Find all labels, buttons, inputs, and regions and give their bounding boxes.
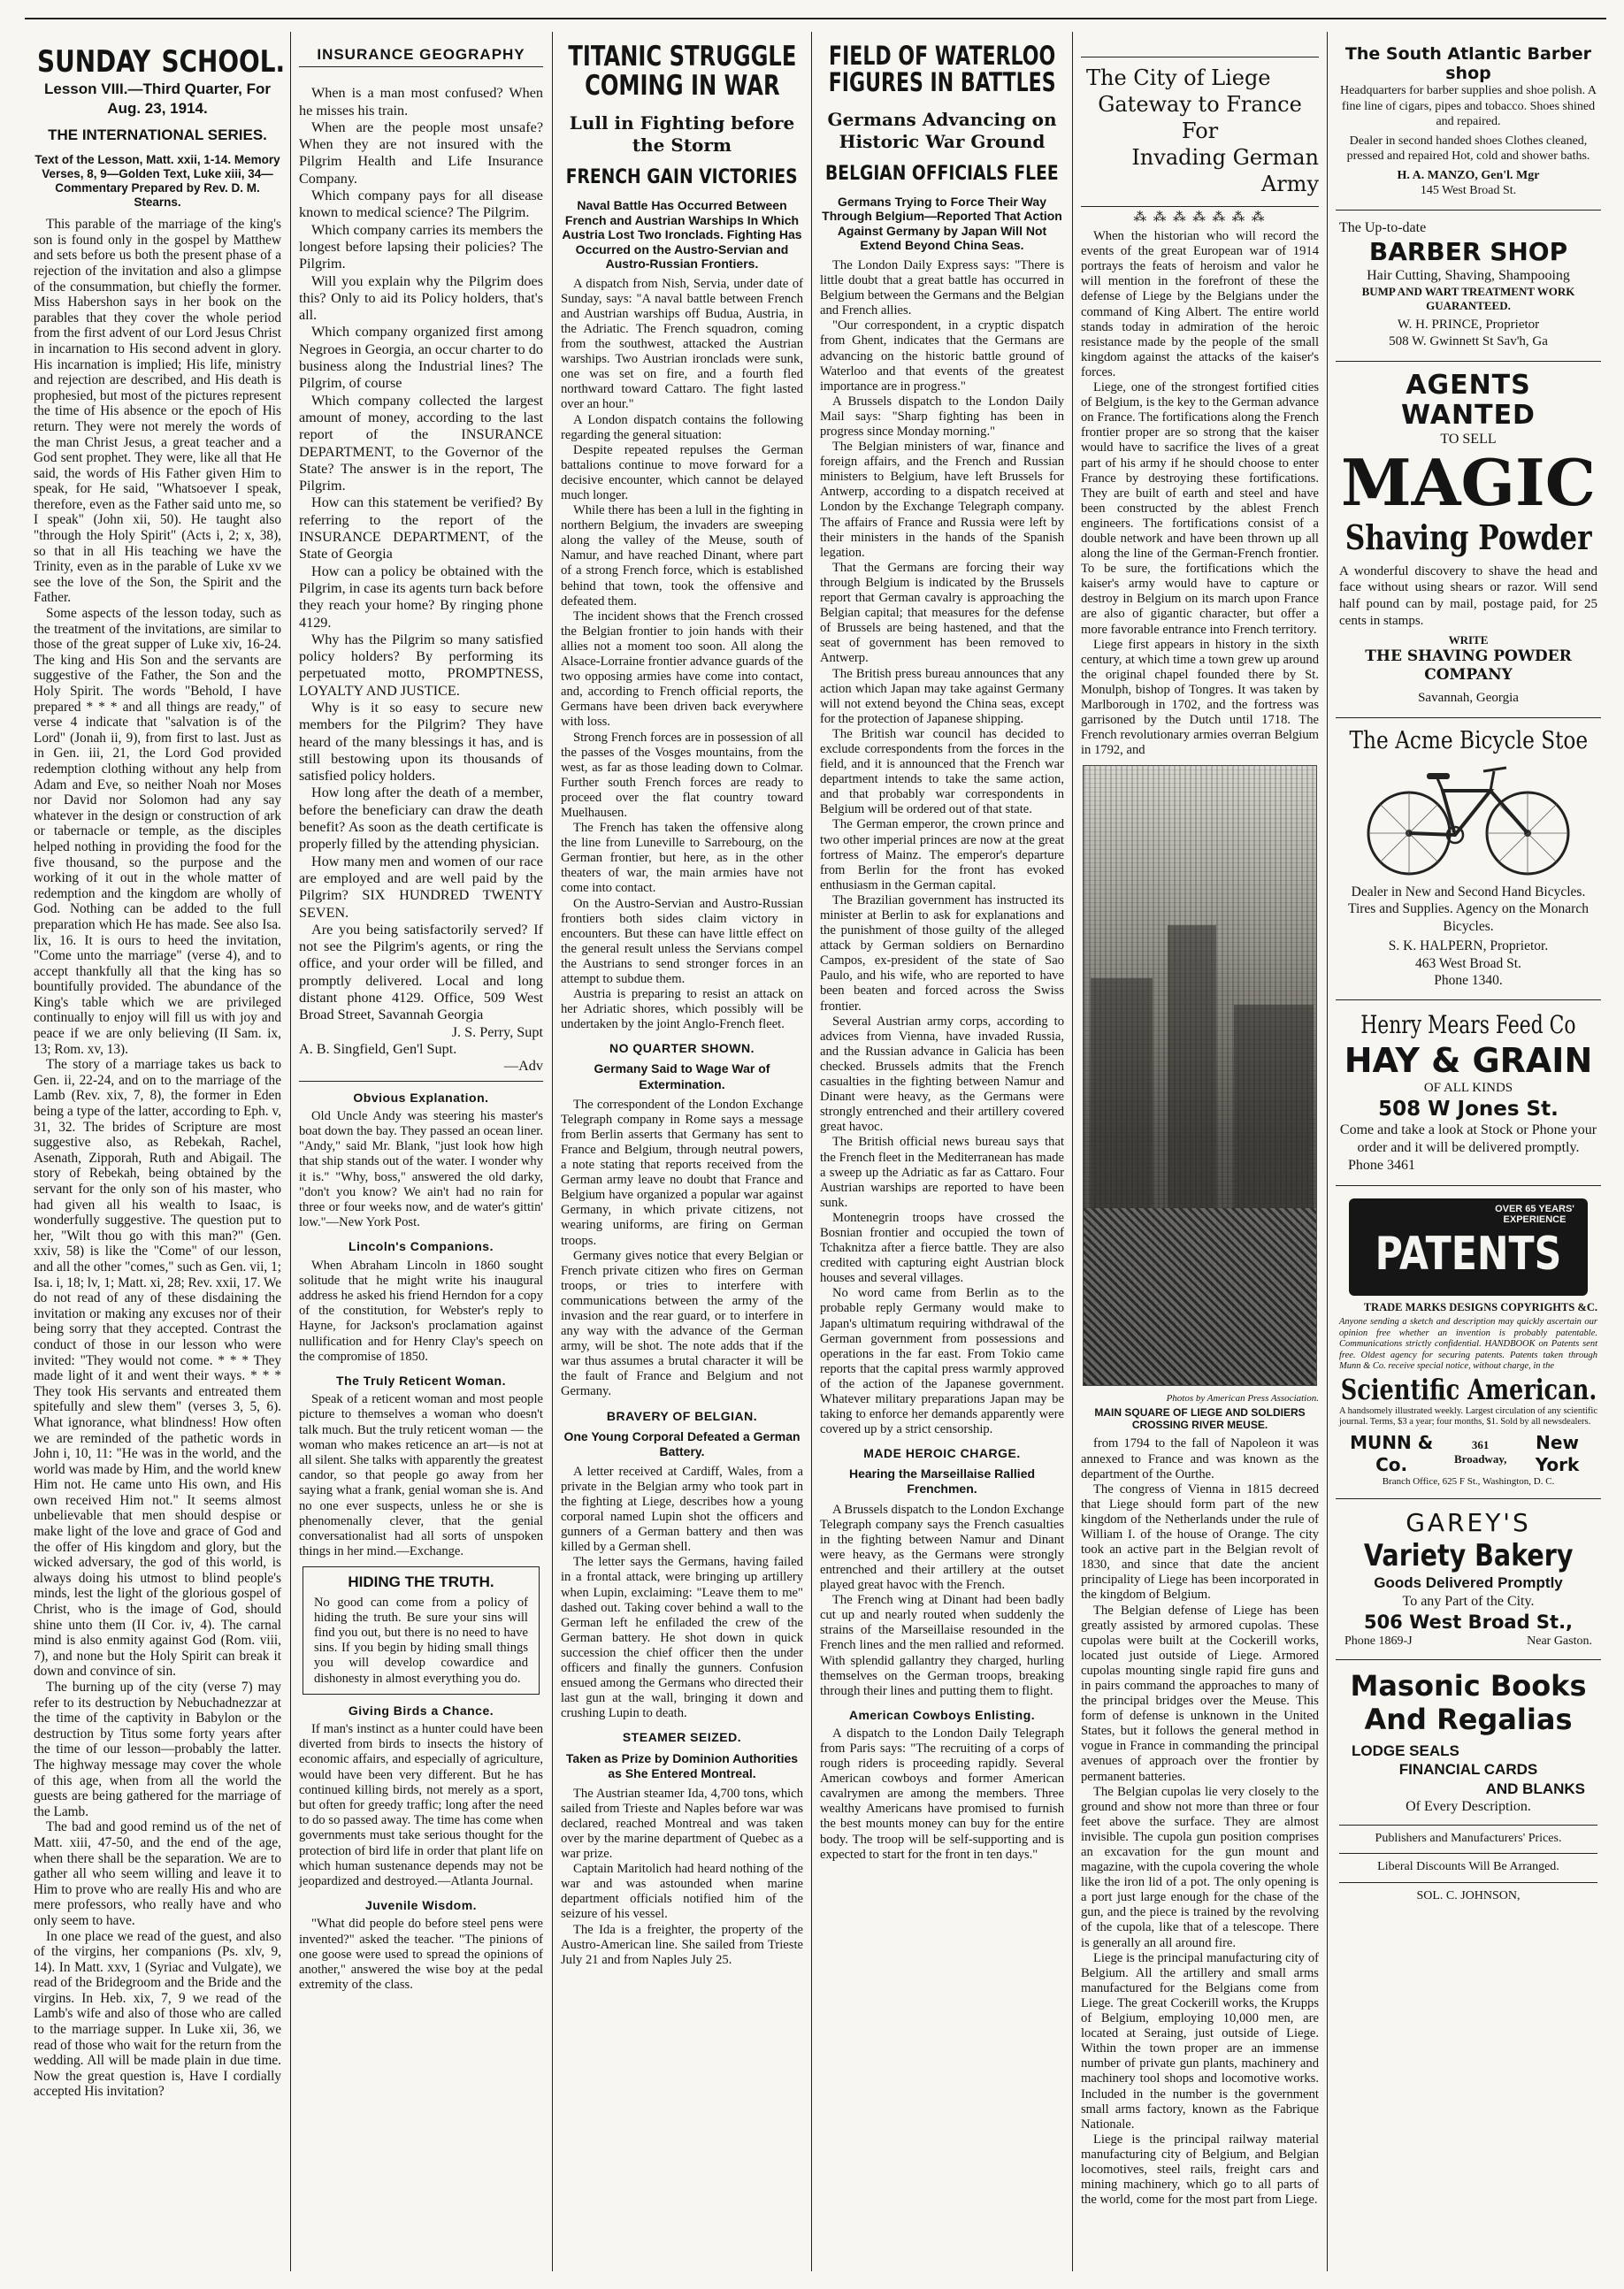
- paragraph: While there has been a lull in the fighting in northern Belgium, the invaders are sweeping along the valley of the Meuse, south of Namur, and have reached Dinant, where part of a strong French force, which is established behind that town, took the offensive and defeated them.: [561, 503, 803, 609]
- ad-barber-shop: [1336, 211, 1601, 362]
- qa-item: Which company collected the largest amount of money, according to the last report of the INSURANCE DEPARTMENT, to the Governor of the State? The answer is in the report, The Pilgrim.: [299, 392, 543, 494]
- paragraph: A dispatch to the London Daily Telegraph from Paris says: "The recruiting of a corps of rough riders is proceeding rapidly. Several American cowboys and former American cavalrymen are among the members. Three wealthy Americans have promised to furnish the best mounts money can buy for the entire body. The troop will be self-supporting and is expected to start for the front in ten days.": [820, 1726, 1064, 1862]
- ad-text: Publishers and Manufacturers' Prices.: [1339, 1825, 1597, 1847]
- ad-acme-bicycle: [1336, 718, 1601, 1000]
- ad-text: Anyone sending a sketch and description may quickly ascertain our opinion free whether an invention is probably patentable. Communications strictly confidential. HANDBOOK on Patents sent free. Oldest agency for securing patents. Patents taken through Munn & Co. receive special notice, without charge, in the: [1339, 1317, 1597, 1371]
- qa-item: Why has the Pilgrim so many satisfied policy holders? By performing its perpetuated motto, PROMPTNESS, LOYALTY AND JUSTICE.: [299, 631, 543, 699]
- ad-henry-mears-feed: [1336, 1000, 1601, 1186]
- subheadline: FRENCH GAIN VICTORIES: [566, 166, 798, 189]
- qa-item: When is a man most confused? When he misses his train.: [299, 85, 543, 119]
- paragraph: Despite repeated repulses the German battalions continue to move forward for a decisive encounter, which cannot be delayed much longer.: [561, 442, 803, 502]
- ad-text: AND BLANKS: [1485, 1780, 1585, 1797]
- ad-big-title: PATENTS: [1375, 1228, 1562, 1281]
- ad-title: The Acme Bicycle Stoe: [1349, 727, 1588, 754]
- subheadline: Lull in Fighting before the Storm: [569, 112, 795, 157]
- paragraph: A dispatch from Nish, Servia, under date of Sunday, says: "A naval battle between French and Austrian warships off Budua, Austria, in the Adriatic. The French squadron, coming from the southwest, attacked the Austrian warships. Two Austrian ironclads were sunk, one was set on fire, and a fourth fled northward toward Cattaro. The fight lasted over an hour.": [561, 276, 803, 412]
- ad-text: BUMP AND WART TREATMENT WORK GUARANTEED.: [1361, 284, 1575, 312]
- paragraph: "What did people do before steel pens were invented?" asked the teacher. "The pinions of one goose were used to spread the opinions of another," answered the wise boy at the pedal extremity of the class.: [299, 1917, 543, 1993]
- headline: COMING IN WAR: [584, 69, 780, 102]
- paragraph: "Our correspondent, in a cryptic dispatch from Ghent, indicates that the Germans are advancing on the historic battle ground of Waterloo and that events of the greatest importance are in progress.": [820, 318, 1064, 394]
- liege-headline-block: [1081, 57, 1319, 207]
- ad-text: OVER 65 YEARS' EXPERIENCE: [1495, 1204, 1574, 1225]
- headline: FIGURES IN BATTLES: [828, 67, 1056, 98]
- column-sunday-school: [27, 35, 288, 2264]
- article-heading: Obvious Explanation.: [353, 1090, 489, 1105]
- insurance-headline: INSURANCE GEOGRAPHY: [299, 46, 543, 67]
- ad-big-title: MAGIC: [1340, 444, 1597, 520]
- dek: Germany Said to Wage War of Extermination.: [594, 1061, 770, 1091]
- paragraph: Montenegrin troops have crossed the Bosnian frontier and occupied the town of Tchaknitza after a fierce battle. They are also credited with capturing eight Austrian block houses and several villages.: [820, 1210, 1064, 1286]
- ad-address: 508 W. Gwinnett St Sav'h, Ga: [1389, 333, 1548, 348]
- bicycle-icon: [1358, 755, 1579, 879]
- column-city-of-liege: [1074, 35, 1326, 2264]
- paragraph: The British war council has decided to exclude correspondents from the forces in the field, and it is announced that the French war department intends to take the same action, and that probably war correspondents in Belgium will be ordered out of that state.: [820, 726, 1064, 817]
- paragraph: The French wing at Dinant had been badly cut up and nearly routed when suddenly the strains of the Marseillaise resounded in the French lines and the men rallied and reformed. With splendid gallantry they charged, hurling themselves on the German troops, breaking through their lines and putting them to flight.: [820, 1593, 1064, 1698]
- headline: FIELD OF WATERLOO: [828, 41, 1056, 71]
- ad-address: 508 W Jones St.: [1378, 1098, 1559, 1121]
- ad-masonic-books: [1336, 1660, 1601, 1914]
- paragraph: The Brazilian government has instructed its minister at Berlin to ask for explanations and the punishment of those guilty of the alleged attack by German soldiers on Bernardino Campos, ex-president of the state of Sao Paulo, and his wife, who are reported to have been beaten and forced across the Swiss frontier.: [820, 892, 1064, 1014]
- paragraph: The bad and good remind us of the net of Matt. xiii, 47-50, and the end of the age, when there shall be the separation. We are to gather all who seem willing and leave it to Him to prove who are really His and who are mere professors, who really have and who only seem to have.: [34, 1819, 281, 1928]
- ad-magic-shaving-powder: [1336, 362, 1601, 719]
- paragraph: The British official news bureau says that the French fleet in the Mediterranean has made a sweep up the Adriatic as far as Cattaro. Four Austrian warships are reported to have been sunk.: [820, 1135, 1064, 1210]
- ad-text: TO SELL: [1440, 431, 1497, 447]
- column-titanic-struggle: [554, 35, 810, 2264]
- ad-text: Dealer in New and Second Hand Bicycles. Tires and Supplies. Agency on the Monarch Bicycles.: [1348, 884, 1589, 934]
- ad-title: The South Atlantic Barber shop: [1344, 44, 1592, 83]
- paragraph: The French has taken the offensive along the line from Luneville to Sarrebourg, on the German frontier, but here, as in the other theaters of war, the main armies have not come into contact.: [561, 821, 803, 896]
- column-field-of-waterloo: [813, 35, 1071, 2264]
- paragraph: On the Austro-Servian and Austro-Russian frontiers both sides claim victory in encounters. But these can have little effect on the general result unless the Servians compel the Austrians to send stronger forces in an attempt to subdue them.: [561, 896, 803, 986]
- dek: Hearing the Marseillaise Rallied Frenchmen.: [848, 1466, 1036, 1497]
- paragraph: Germany gives notice that every Belgian or French private citizen who fires on German troops, or tries to interfere with communications between the army of the invasion and the rear guard, or to interfere in any way with the advance of the German army, will be shot. The note adds that if the war thus assumes a brutal character it will be the fault of France and Belgium and not Germany.: [561, 1248, 803, 1399]
- liege-photo: [1083, 765, 1317, 1386]
- ad-address: Branch Office, 625 F St., Washington, D. C.: [1382, 1475, 1555, 1487]
- ad-phone: Phone 1869-J: [1344, 1634, 1413, 1648]
- qa-item: Are you being satisfactorily served? If not see the Pilgrim's agents, or ring the office, and your order will be filled, and promptly delivered. Local and long distant phone 4129. Office, 509 West Broad Street, Savannah Georgia: [299, 921, 543, 1023]
- paragraph: This parable of the marriage of the king's son is found only in the gospel by Matthew and sets before us both the present phase of a rejection of the invitation and also a glimpse of the consummation, but chiefly the former. Miss Habershon says in her book on the parables that they cover the whole period from the first advent of our Lord Jesus Christ in incarnation to His second advent in glory. His incarnation is implied; His life, ministry and rejection are described, and His death is prophesied, but most of the pictures represent the time of His absence or the epoch of His return. They were not merely the words of the man Christ Jesus, a great teacher and a God sent prophet. They were, like all that He said, the words of His Father given Him to speak, for He said, "Whatsoever I speak, therefore, even as the Father said unto me, so I speak" (John xii, 50). He taught also "through the Holy Spirit" (Acts i, 2; x, 38), so that in all His teaching we have the Trinity, even as in the parable of Luke xv we see the love of the Son, the Spirit and the Father.: [34, 217, 281, 606]
- bakery-footer: [1339, 1634, 1597, 1650]
- paragraph: Liege first appears in history in the sixth century, at which time a town grew up around the original chapel founded there by St. Monulph, bishop of Tongres. It was taken by Marlborough in 1702, and the fortress was garrisoned by the Dutch until 1718. The French revolutionary armies overran Belgium in 1792, and: [1081, 637, 1319, 758]
- paragraph: The German emperor, the crown prince and two other imperial princes are now at the great fortress of Mainz. The emperor's departure from Berlin for the front has evoked enthusiasm in the German capital.: [820, 817, 1064, 892]
- paragraph: That the Germans are forcing their way through Belgium is indicated by the Brussels report that German cavalry is approaching the Belgian capital; that measures for the defense of Brussels are being hastened, and that the seat of government has been removed to Antwerp.: [820, 560, 1064, 666]
- patents-banner: [1349, 1198, 1588, 1296]
- ad-big-title: And Regalias: [1364, 1703, 1573, 1736]
- headline: Gateway to France For: [1098, 92, 1302, 143]
- paragraph: The Belgian ministers of war, finance and foreign affairs, and the French and Russian ministers to Belgium, have left Brussels for Antwerp, according to a dispatch received at London by the Exchange Telegraph company. The affairs of France and Russia were left by their ministers in the hands of the Spanish legation.: [820, 440, 1064, 560]
- paragraph: A letter received at Cardiff, Wales, from a private in the Belgian army who took part in the fighting at Liege, describes how a young corporal named Lupin shot the officers and gunners of a German battery and then was killed by a German shell.: [561, 1464, 803, 1555]
- dek: Naval Battle Has Occurred Between French and Austrian Warships In Which Austria Lost Two Ironclads. Fighting Has Occurred on the Austro-Servian and Austro-Russian Frontiers.: [562, 198, 802, 272]
- signature: J. S. Perry, Supt: [451, 1023, 543, 1040]
- paragraph: The correspondent of the London Exchange Telegraph company in Rome says a message from Berlin asserts that Germany has sent to France and Belgium, through neutral powers, a note stating that reports received from the German army leave no doubt that France and Belgium have organized a popular war against Germany, in which private citizens, not wearing uniforms, are firing on German troops.: [561, 1097, 803, 1248]
- lesson-line: Lesson VIII.—Third Quarter, For Aug. 23, 1914.: [44, 80, 271, 117]
- box-title: HIDING THE TRUTH.: [348, 1573, 494, 1591]
- ad-text: Headquarters for barber supplies and shoe polish. A fine line of cigars, pipes and tobacco. Shoes shined and repaired.: [1339, 84, 1597, 128]
- photo-building: [1234, 1005, 1314, 1208]
- paragraph: In one place we read of the guest, and also of the virgins, her companions (Ps. xlv, 9, 14). In Matt. xxv, 1 (Syriac and Vulgate), we read of the Bridegroom and the Bride and the virgins. In Heb. xix, 7, 9 we read of the Lamb's wife and also of those who are called to the marriage supper. In Luke xii, 36, we read of those who wait for the return from the wedding. All will be made plain in due time. Now the great question is, Have I cordially accepted His invitation?: [34, 1928, 281, 2100]
- box-text: No good can come from a policy of hiding the truth. Be sure your sins will find you out, but there is no need to have sins. If you begin by hiding small things you will develop cowardice and dishonesty in almost everything you do.: [314, 1595, 528, 1686]
- headline: TITANIC STRUGGLE: [567, 41, 797, 73]
- ad-address: 506 West Broad St.,: [1363, 1611, 1574, 1633]
- paragraph: The Belgian defense of Liege has been greatly assisted by armored cupolas. These cupolas were built at the Cockerill works, located just outside of Liege. Armored cupolas mounting single rapid fire guns and in pairs command the approaches to many of the principal bridges over the Meuse. This form of defense is unknown in the United States, but it follows the general method in vogue in France in commanding the principal avenues of approach over the frontier by permanent batteries.: [1081, 1603, 1319, 1784]
- qa-item: Will you explain why the Pilgrim does this? Only to aid its Policy holders, that's all.: [299, 272, 543, 324]
- ad-address: 361 Broadway,: [1454, 1437, 1507, 1466]
- series-line: THE INTERNATIONAL SERIES.: [48, 126, 267, 143]
- ad-proprietor: SOL. C. JOHNSON,: [1339, 1882, 1597, 1904]
- paragraph: When the historian who will record the events of the great European war of 1914 portrays the feats of heroism and valor he will mention in the forefront of these the defense of Liege by the Belgians under the command of King Albert. The entire world stands today in admiration of the heroic resistance made by the people of the small kingdom against the attacks of the kaiser's forces.: [1081, 229, 1319, 379]
- paragraph: Strong French forces are in possession of all the passes of the Vosges mountains, from the west, as far as those leading down to Colmar. Further south French forces are ready to proceed over the flat country toward Muelhausen.: [561, 730, 803, 820]
- headline: Invading German Army: [1131, 145, 1319, 196]
- ad-big-title: Variety Bakery: [1363, 1538, 1574, 1574]
- ad-text: Of Every Description.: [1406, 1798, 1531, 1814]
- qa-item: Which company carries its members the longest before lapsing their policies? The Pilgrim.: [299, 221, 543, 272]
- article-heading: BRAVERY OF BELGIAN.: [606, 1408, 758, 1423]
- ad-big-title: Masonic Books: [1350, 1669, 1587, 1703]
- ad-south-atlantic-barber: [1336, 35, 1601, 211]
- ad-big-title: Shaving Powder: [1344, 517, 1592, 557]
- adv-mark: —Adv: [299, 1058, 543, 1081]
- ad-text: LODGE SEALS: [1352, 1742, 1459, 1759]
- article-heading: The Truly Reticent Woman.: [336, 1373, 506, 1388]
- qa-item: When are the people most unsafe? When they are not insured with the Pilgrim Health and Life Insurance Company.: [299, 119, 543, 187]
- paragraph: No word came from Berlin as to the probable reply Germany would make to Japan's ultimatum requiring withdrawal of the German government from possessions and operations in the far east. From Tokio came reports that the capital press warmly approved of the action of the Japanese government. Whatever military preparations Japan may be taking to enforce her demands apparently were covered up by a strict censorship.: [820, 1286, 1064, 1437]
- ad-text: OF ALL KINDS: [1423, 1081, 1513, 1096]
- article-heading: American Cowboys Enlisting.: [848, 1707, 1036, 1722]
- paragraph: If man's instinct as a hunter could have been diverted from birds to insects the history of economic affairs, and especially of agriculture, would have been very different. But he has continued killing birds, not merely as a sport, but often for greedy traffic; long after the need to do so passed away. The time has come when governments must take serious thought for the protection of bird life in order that plant life on which human sustenance depends may not be jeopardized and destroyed.—Atlanta Journal.: [299, 1722, 543, 1889]
- paragraph: A Brussels dispatch to the London Daily Mail says: "Sharp fighting has been in progress since Monday morning.": [820, 394, 1064, 439]
- paragraph: Some aspects of the lesson today, such as the treatment of the invitations, are similar to those of the great supper of Luke xiv, 16-24. The king and His Son and the servants are suggestive of the Father, the Son and the Holy Spirit. The words "Behold, I have prepared * * * and all things are ready," of verse 4 indicate that "salvation is of the Lord" (Jonah ii, 9), from first to last. Just as in Gen. iii, 21, the Lord God provided redemption clothing without any help from Adam and Eve, so neither Noah nor Moses nor David nor Solomon had any say whatever in the design or construction of ark or tabernacle or temple, as the disciples helped nothing in providing the food for the five thousand, so the purpose and the working of it out in the whole matter of redemption and the kingdom are wholly of God. Nothing can be added to the full preparation which He has made. See also Isa. lix, 16. It is ours to heed the invitation, "Come unto the marriage" (verse 4), and to accept thankfully all that the king has so bountifully provided. The abundance of the King's table which we are privileged continually to enjoy will fill us with joy and peace if we are only believing (II Sam. ix, 13; Rom. xv, 13).: [34, 606, 281, 1057]
- paragraph: Liege is the principal railway material manufacturing city of Belgium, and Belgian locomotives, steel rails, freight cars and mining machinery, which go to all parts of the world, come for the most part from Liege.: [1081, 2132, 1319, 2208]
- ad-phone: Phone 1340.: [1434, 972, 1503, 988]
- ad-big-title: Scientific American.: [1340, 1372, 1597, 1406]
- paragraph: from 1794 to the fall of Napoleon it was annexed to France and was known as the department of the Ourthe.: [1081, 1436, 1319, 1481]
- subheadline: BELGIAN OFFICIALS FLEE: [825, 162, 1059, 185]
- photo-credit: Photos by American Press Association.: [1166, 1393, 1319, 1405]
- hiding-truth-box: [303, 1566, 540, 1694]
- dek: Germans Trying to Force Their Way Through Belgium—Reported That Action Against Germany by Japan Will Not Extend Beyond China Seas.: [822, 194, 1062, 253]
- ad-title: AGENTS WANTED: [1401, 369, 1536, 431]
- paragraph: Liege is the principal manufacturing city of Belgium. All the artillery and small arms manufactured for the Belgians come from Liege. The great Cockerill works, the Krupps of Belgium, employing 10,000 men, are located at Seraing, just outside of Liege. Within the town proper are an immense number of private gun plants, machinery and machinery tool shops and locomotive works. Included in the number is the government small arms factory, known as the Fabrique Nationale.: [1081, 1950, 1319, 2132]
- ad-address: Savannah, Georgia: [1418, 691, 1519, 706]
- ornament-divider: ⁂ ⁂ ⁂ ⁂ ⁂ ⁂ ⁂: [1133, 211, 1267, 225]
- qa-item: Which company organized first among Negroes in Georgia, an occur charter to do business along the Industrial lines? The Pilgrim, of course: [299, 324, 543, 392]
- paragraph: The Ida is a freighter, the property of the Austro-American line. She sailed from Trieste July 21 and from Naples July 25.: [561, 1922, 803, 1967]
- top-rule: [25, 18, 1606, 19]
- article-heading: Lincoln's Companions.: [349, 1239, 494, 1254]
- paragraph: Old Uncle Andy was steering his master's boat down the bay. They passed an ocean liner. "Andy," said Mr. Blank, "just look how high that ship stands out of the water. I wonder why it is." "Why, boss," answered the old darky, "don't you know? We ain't had no rain for three or four weeks now, and de water's gittin' low."—New York Post.: [299, 1108, 543, 1230]
- paragraph: When Abraham Lincoln in 1860 sought solitude that he might write his inaugural address he asked his friend Herndon for a copy of the constitution, for Webster's reply to Hayne, for Jackson's proclamation against nullification and for Henry Clay's speech on the compromise of 1850.: [299, 1258, 543, 1364]
- ad-text: TRADE MARKS DESIGNS COPYRIGHTS &C.: [1363, 1301, 1597, 1313]
- column-rule: [290, 32, 291, 2271]
- qa-item: Which company pays for all disease known to medical science? The Pilgrim.: [299, 188, 543, 221]
- ad-title: Henry Mears Feed Co: [1360, 1010, 1576, 1040]
- ad-text: The Up-to-date: [1339, 219, 1427, 235]
- paragraph: The congress of Vienna in 1815 decreed that Liege should form part of the new kingdom of the Netherlands under the rule of William I. of the house of Orange. The city took an active part in the Belgian revolt of 1830, and since that date the ancient principality of Liege has been incorporated in the kingdom of Belgium.: [1081, 1481, 1319, 1603]
- ad-proprietor: W. H. PRINCE, Proprietor: [1397, 318, 1540, 332]
- ad-phone: Phone 3461: [1348, 1158, 1415, 1173]
- munn-line: [1339, 1432, 1597, 1476]
- ad-address: 145 West Broad St.: [1420, 184, 1517, 197]
- ad-title: BARBER SHOP: [1368, 236, 1568, 266]
- ad-text: Dealer in second handed shoes Clothes cleaned, pressed and repaired Hot, cold and shower baths.: [1346, 134, 1590, 163]
- signature: A. B. Singfield, Gen'l Supt.: [299, 1040, 457, 1057]
- paragraph: The Belgian cupolas lie very closely to the ground and show not more than three or four feet above the surface. They are almost invisible. The cupola gun position comprises an excavation for the gun mount and magazine, with the cupola covering the whole like the iron lid of a pot. The only opening is a port just large enough for the chase of the gun, and the piece is trained by the revolving of the cupola, like that of a telescope. There is generally an all around fire.: [1081, 1784, 1319, 1950]
- sunday-school-headline: SUNDAY SCHOOL.: [37, 44, 286, 80]
- column-insurance: [292, 35, 550, 2264]
- ad-title: GAREY'S: [1406, 1508, 1531, 1538]
- column-rule: [1327, 32, 1328, 2271]
- photo-building: [1168, 925, 1216, 1208]
- article-heading: Giving Birds a Chance.: [348, 1703, 494, 1718]
- ad-address: 463 West Broad St.: [1415, 955, 1521, 971]
- paragraph: The London Daily Express says: "There is little doubt that a great battle has occurred in Belgium between the Germans and the Belgian and French allies.: [820, 257, 1064, 318]
- paragraph: The letter says the Germans, having failed in a frontal attack, were bringing up artillery when Lupin, exclaiming: "Leave them to me" dashed out. Taking cover behind a wall to the German left he enfiladed the crew of the German battery. He shot down in quick succession the chief officer then the under officers and finally the gunners. Confusion ensued among the Germans who directed their last gun at the wall, bringing it down and crushing Lupin to death.: [561, 1555, 803, 1721]
- article-heading: NO QUARTER SHOWN.: [609, 1041, 755, 1056]
- ad-text: WRITE: [1448, 632, 1489, 647]
- ad-text: Goods Delivered Promptly: [1374, 1574, 1563, 1592]
- ad-patents: [1336, 1186, 1601, 1499]
- article-heading: MADE HEROIC CHARGE.: [863, 1446, 1021, 1461]
- article-heading: Juvenile Wisdom.: [364, 1898, 478, 1913]
- ad-company: THE SHAVING POWDER COMPANY: [1365, 647, 1572, 684]
- ad-company: MUNN & Co.: [1350, 1431, 1434, 1475]
- column-advertisements: [1329, 35, 1608, 2264]
- column-rule: [1072, 32, 1073, 2271]
- paragraph: Speak of a reticent woman and most people picture to themselves a woman who doesn't talk much. But the truly reticent woman — the woman who makes reticence an art—is not at all silent. She talks with apparently the greatest candor, so that people go away from her saying what a frank, genial woman she is. And no one ever suspects, unless he or she is phenomenally clever, that the genial conversationalist had all sorts of unspoken things in her mind.—Exchange.: [299, 1392, 543, 1559]
- ad-big-title: HAY & GRAIN: [1344, 1041, 1593, 1081]
- paragraph: Captain Maritolich had heard nothing of the war and was astounded when marine department officials notified him of the seizure of his vessel.: [561, 1862, 803, 1922]
- paragraph: The incident shows that the French crossed the Belgian frontier to join hands with their allies not a moment too soon. All along the Alsace-Lorraine frontier advance guards of the two opposing armies have come into contact, and, according to French official reports, the Germans have been driven back everywhere with loss.: [561, 609, 803, 730]
- ad-text: Liberal Discounts Will Be Arranged.: [1339, 1853, 1597, 1875]
- photo-crowd: [1084, 1208, 1316, 1385]
- ad-gareys-bakery: [1336, 1499, 1601, 1660]
- photo-building: [1091, 978, 1153, 1208]
- paragraph: A Brussels dispatch to the London Exchange Telegraph company says the French casualties in the fighting between Namur and Dinant were heavy, as the Germans were strongly entrenched and their artillery at the outset played great havoc with the French.: [820, 1502, 1064, 1593]
- ad-proprietor: H. A. MANZO, Gen'l. Mgr: [1397, 168, 1540, 182]
- ad-text: Near Gaston.: [1527, 1634, 1592, 1648]
- qa-item: How can this statement be verified? By referring to the report of the INSURANCE DEPARTMENT, of the State of Georgia: [299, 494, 543, 563]
- subheadline: Germans Advancing on Historic War Ground: [827, 108, 1057, 152]
- paragraph: The burning up of the city (verse 7) may refer to its destruction by Nebuchadnezzar at the time of the captivity in Babylon or the destruction by Titus some forty years after the time of our lesson—probably the latter. The highway message may cover the whole of this age, when from all the world the guests are being gathered for the marriage of the Lamb.: [34, 1680, 281, 1819]
- article-heading: STEAMER SEIZED.: [622, 1730, 742, 1745]
- qa-item: How many men and women of our race are employed and are well paid by the Pilgrim? SIX HUNDRED TWENTY SEVEN.: [299, 853, 543, 921]
- paragraph: The story of a marriage takes us back to Gen. ii, 22-24, and on to the marriage of the Lamb (Rev. xix, 7, 8), the former in Eden being a type of the latter, according to Eph. v, 31, 32. The brides of Scripture are most suggestive also, as Rebekah, Rachel, Asenath, Zipporah, Ruth and Abigail. The story of Rebekah, being obtained by the servant for the only son of his master, who had given all his wealth to Isaac, is wonderfully suggestive. The question put to her, "Wilt thou go with this man?" (Gen. xxiv, 58) is like the "Come" of our lesson, and all the other "comes," such as Gen. vii, 1; Isa. i, 18; lv, 1; Matt. xi, 28; Rev. xxii, 17. We do not read of any of these disdaining the invitation or making any excuses nor of their being sorry that they accepted. Contrast the conduct of those in our lesson who were invited: "They would not come. * * * They made light of it and went their ways. * * * They took His servants and entreated them spitefully and slew them" (verses 3, 5, 6). What ignorance, what blindness! How often we are reminded of the pathetic words in John i, 10, 11: "He was in the world, and the world was made by Him, and the world knew Him not. He came unto His own, and His own received Him not." It seems almost unbelievable that men should despise or make light of the love and grace of God and the offer of His kingdom and glory, but the wicked adversary, the god of this world, is always doing his utmost to blind people's minds, lest the light of the glorious gospel of Christ, who is the image of God, should shine unto them (II Cor. iv, 4). The carnal mind is also enmity against God (Rom. viii, 7), and none but the Holy Spirit can break it down and convince of sin.: [34, 1057, 281, 1680]
- text-of-lesson: Text of the Lesson, Matt. xxii, 1-14. Memory Verses, 8, 9—Golden Text, Luke xiii, 34—Commentary Prepared by Rev. D. M. Stearns.: [34, 153, 280, 210]
- qa-item: How can a policy be obtained with the Pilgrim, in case its agents turn back before they reach your home? By ringing phone 4129.: [299, 563, 544, 631]
- ad-text: Hair Cutting, Shaving, Shampooing: [1367, 267, 1570, 283]
- ad-text: A handsomely illustrated weekly. Largest circulation of any scientific journal. Terms, $3 a year; four months, $1. Sold by all newsdealers.: [1339, 1405, 1597, 1427]
- ad-text: Come and take a look at Stock or Phone your order and it will be delivered promptly.: [1339, 1122, 1597, 1155]
- ad-text: A wonderful discovery to shave the head and face without using shears or razor. Will send half pound can by mail, postage paid, for 25 cents in stamps.: [1339, 563, 1597, 628]
- column-rule: [552, 32, 553, 2271]
- ad-proprietor: S. K. HALPERN, Proprietor.: [1388, 938, 1549, 954]
- paragraph: The British press bureau announces that any action which Japan may take against Germany will not extend beyond the China seas, except for the protection of Japanese shipping.: [820, 666, 1064, 726]
- ad-text: FINANCIAL CARDS: [1398, 1761, 1538, 1779]
- paragraph: Austria is preparing to resist an attack on her Adriatic shores, which possibly will be undertaken by the joint Anglo-French fleet.: [561, 987, 803, 1032]
- ad-address: New York: [1535, 1431, 1580, 1475]
- ad-text: To any Part of the City.: [1402, 1593, 1535, 1609]
- column-rule: [811, 32, 812, 2271]
- dek: One Young Corporal Defeated a German Battery.: [563, 1428, 801, 1458]
- paragraph: Liege, one of the strongest fortified cities of Belgium, is the key to the German advance on France. The fortifications along the French frontier proper are so strong that the kaiser would have to sacrifice the lives of a great part of his army if he should choose to enter France by destroying these fortifications. They are built of earth and steel and have been constructed by the ablest French engineers. The fortifications consist of a double network and have been thrown up all along the line of the German-French frontier. To be sure, the fortifications which the kaiser's army would have to capture or destroy in Belgium on its march upon France are also of gigantic character, but offer a more favorable entrance into French territory.: [1081, 380, 1319, 637]
- dek: Taken as Prize by Dominion Authorities as She Entered Montreal.: [565, 1750, 799, 1780]
- paragraph: The Austrian steamer Ida, 4,700 tons, which sailed from Trieste and Naples before war was declared, reached Montreal and was taken over by the marine department of Quebec as a war prize.: [561, 1786, 803, 1862]
- photo-caption: MAIN SQUARE OF LIEGE AND SOLDIERS CROSSING RIVER MEUSE.: [1094, 1406, 1306, 1432]
- paragraph: A London dispatch contains the following regarding the general situation:: [561, 412, 803, 442]
- headline: The City of Liege: [1086, 65, 1271, 90]
- qa-item: How long after the death of a member, before the beneficiary can draw the death benefit? As soon as the death certificate is properly filled by the attending physician.: [299, 785, 543, 853]
- paragraph: Several Austrian army corps, according to advices from Vienna, have invaded Russia, and the Russian advance in Galicia has been checked. Brussels admits that the French casualties in the fighting between Namur and Dinant were heavy, as the Germans were strongly entrenched and their artillery covered great havoc.: [820, 1014, 1064, 1135]
- qa-item: Why is it so easy to secure new members for the Pilgrim? They have heard of the many blessings it has, and is still bestowing upon its thousands of satisfied policy holders.: [299, 699, 543, 785]
